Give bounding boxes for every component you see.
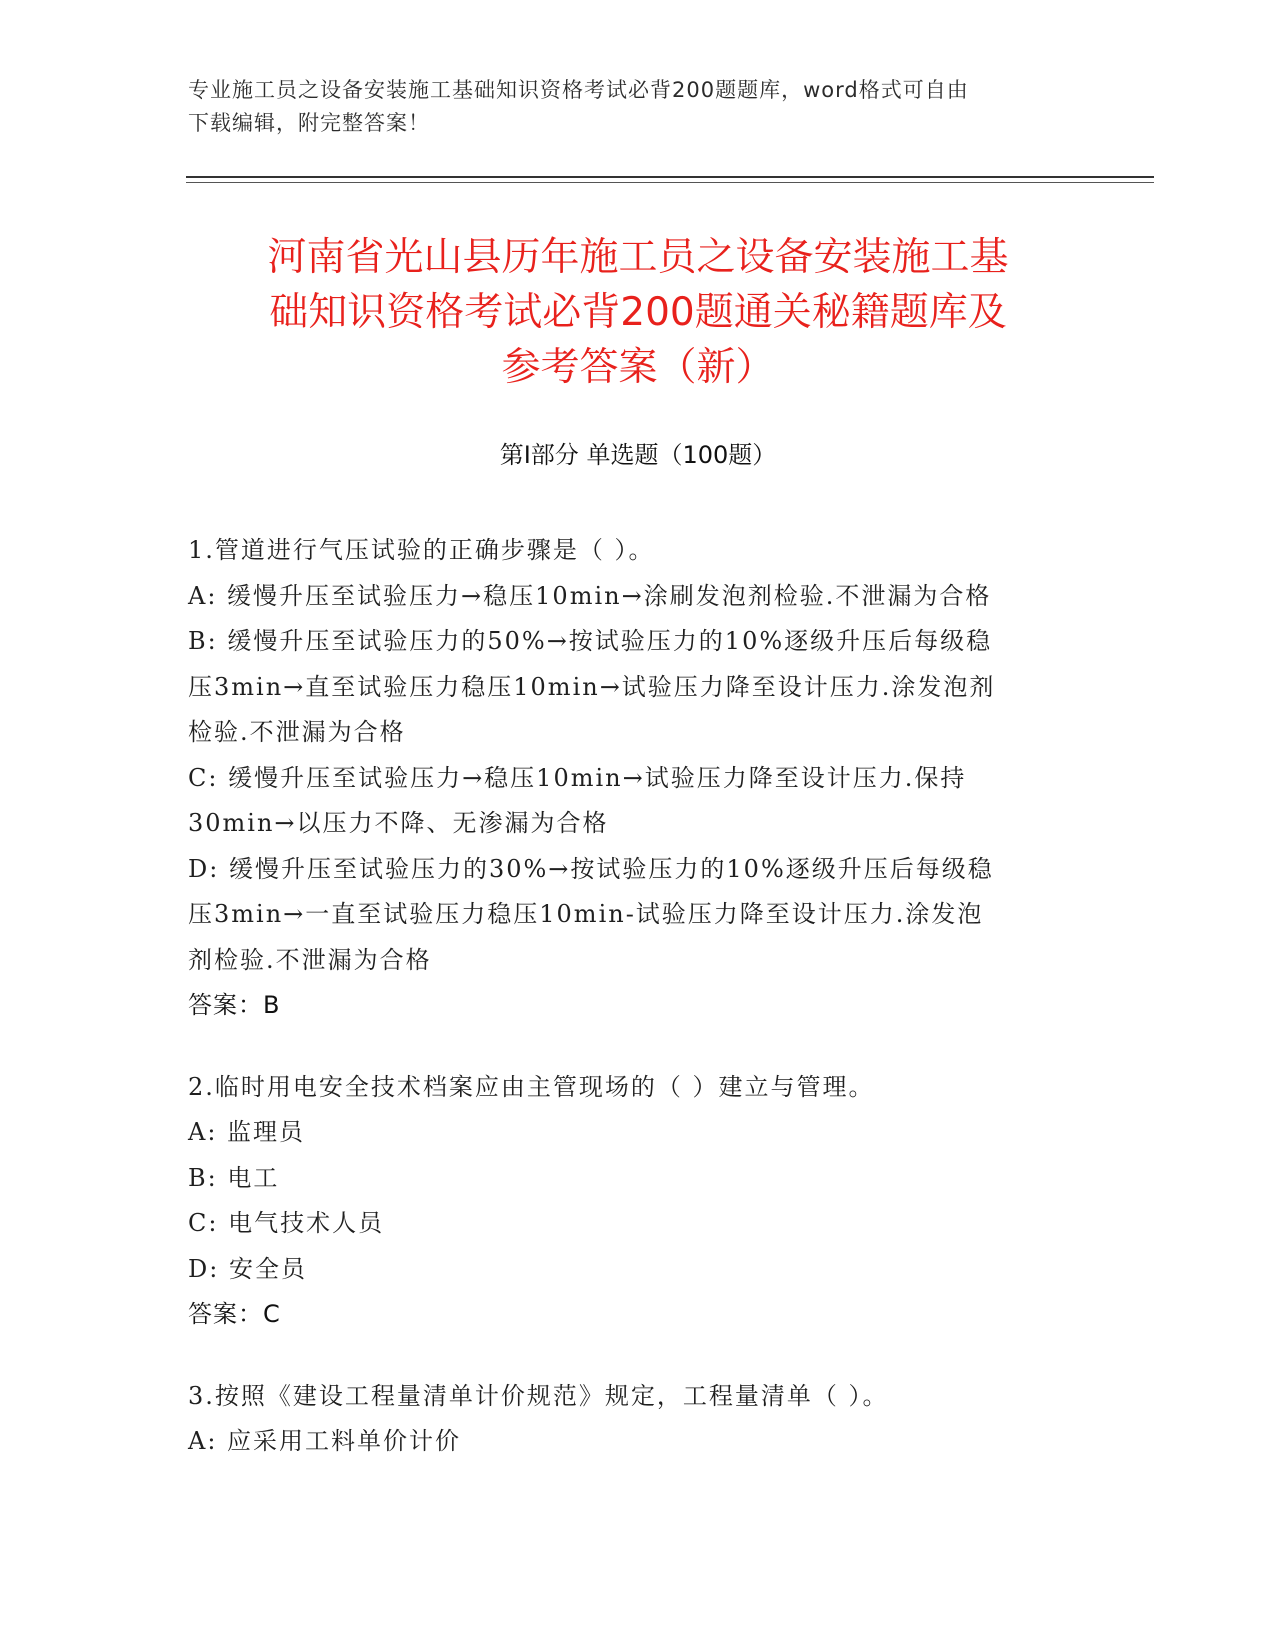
option-line: 压3min→一直至试验压力稳压10min-试验压力降至设计压力.涂发泡 xyxy=(188,900,984,928)
option-line: A: 监理员 xyxy=(188,1118,306,1146)
question-item xyxy=(188,1065,1078,1338)
answer-line: 答案：B xyxy=(188,991,281,1019)
header-note xyxy=(188,74,1088,140)
option-line: 压3min→直至试验压力稳压10min→试验压力降至设计压力.涂发泡剂 xyxy=(188,672,996,701)
header-divider-thin xyxy=(186,182,1154,183)
option-line: D: 安全员 xyxy=(188,1254,307,1283)
header-note-line-2: 下载编辑，附完整答案！ xyxy=(188,111,430,135)
question-stem: 1.管道进行气压试验的正确步骤是（ ）。 xyxy=(188,536,655,564)
option-line: A: 应采用工料单价计价 xyxy=(188,1427,462,1455)
question-stem: 2.临时用电安全技术档案应由主管现场的（ ）建立与管理。 xyxy=(188,1072,875,1101)
question-item xyxy=(188,528,1078,1029)
question-list xyxy=(188,528,1078,1501)
option-line: C: 电气技术人员 xyxy=(188,1209,385,1237)
document-title-line-1: 河南省光山县历年施工员之设备安装施工基 xyxy=(267,235,1009,280)
section-heading: 第Ⅰ部分 单选题（100题） xyxy=(499,441,777,469)
option-line: B: 缓慢升压至试验压力的50%→按试验压力的10%逐级升压后每级稳 xyxy=(188,627,993,655)
document-title xyxy=(188,230,1088,395)
question-item xyxy=(188,1374,1078,1465)
header-note-line-1: 专业施工员之设备安装施工基础知识资格考试必背200题题库，word格式可自由 xyxy=(188,78,969,102)
document-title-line-3: 参考答案（新） xyxy=(501,345,775,390)
option-line: A: 缓慢升压至试验压力→稳压10min→涂刷发泡剂检验.不泄漏为合格 xyxy=(188,581,992,610)
answer-line: 答案：C xyxy=(188,1300,281,1328)
option-line: C: 缓慢升压至试验压力→稳压10min→试验压力降至设计压力.保持 xyxy=(188,763,967,792)
document-title-line-2: 础知识资格考试必背200题通关秘籍题库及 xyxy=(269,290,1007,335)
option-line: 剂检验.不泄漏为合格 xyxy=(188,945,432,974)
header-divider-thick xyxy=(186,176,1154,178)
option-line: B: 电工 xyxy=(188,1163,280,1192)
question-stem: 3.按照《建设工程量清单计价规范》规定，工程量清单（ ）。 xyxy=(188,1381,889,1410)
option-line: 检验.不泄漏为合格 xyxy=(188,718,406,746)
option-line: 30min→以压力不降、无渗漏为合格 xyxy=(188,809,609,837)
option-line: D: 缓慢升压至试验压力的30%→按试验压力的10%逐级升压后每级稳 xyxy=(188,854,994,883)
